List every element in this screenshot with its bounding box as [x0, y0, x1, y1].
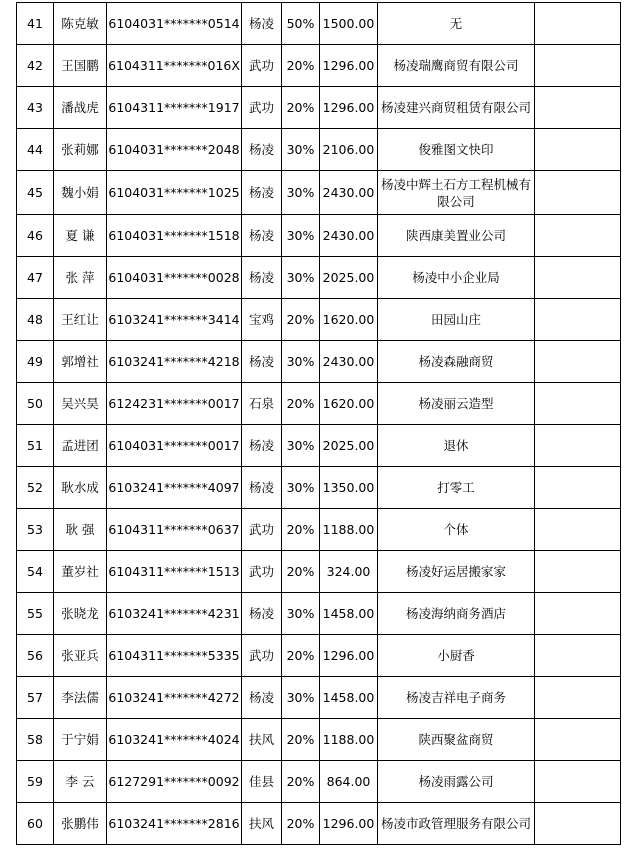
ratio-cell: 30% [282, 215, 320, 257]
id-number-cell: 6104311*******0637 [107, 509, 242, 551]
ratio-cell: 30% [282, 341, 320, 383]
ratio-cell: 30% [282, 425, 320, 467]
ratio-cell: 30% [282, 257, 320, 299]
extra-cell [535, 467, 621, 509]
row-number-cell: 59 [17, 761, 54, 803]
row-number-cell: 51 [17, 425, 54, 467]
records-table [16, 2, 621, 845]
employer-cell: 小厨香 [378, 635, 535, 677]
row-number-cell: 55 [17, 593, 54, 635]
table-row [17, 215, 621, 257]
row-number-cell: 44 [17, 129, 54, 171]
amount-cell: 1458.00 [320, 593, 378, 635]
location-cell: 杨凌 [242, 171, 282, 215]
employer-cell: 杨凌中辉土石方工程机械有限公司 [378, 171, 535, 215]
employer-cell: 杨凌瑞鹰商贸有限公司 [378, 45, 535, 87]
amount-cell: 1458.00 [320, 677, 378, 719]
table-row [17, 257, 621, 299]
ratio-cell: 20% [282, 509, 320, 551]
name-cell: 吴兴昊 [54, 383, 107, 425]
table-row [17, 467, 621, 509]
id-number-cell: 6103241*******4024 [107, 719, 242, 761]
extra-cell [535, 425, 621, 467]
name-cell: 张 萍 [54, 257, 107, 299]
amount-cell: 2430.00 [320, 171, 378, 215]
row-number-cell: 57 [17, 677, 54, 719]
name-cell: 张鹏伟 [54, 803, 107, 845]
row-number-cell: 56 [17, 635, 54, 677]
location-cell: 杨凌 [242, 593, 282, 635]
amount-cell: 2430.00 [320, 215, 378, 257]
extra-cell [535, 677, 621, 719]
ratio-cell: 20% [282, 299, 320, 341]
extra-cell [535, 551, 621, 593]
id-number-cell: 6103241*******4218 [107, 341, 242, 383]
location-cell: 武功 [242, 635, 282, 677]
id-number-cell: 6103241*******3414 [107, 299, 242, 341]
id-number-cell: 6104311*******016X [107, 45, 242, 87]
id-number-cell: 6104311*******1917 [107, 87, 242, 129]
row-number-cell: 50 [17, 383, 54, 425]
row-number-cell: 45 [17, 171, 54, 215]
location-cell: 杨凌 [242, 425, 282, 467]
location-cell: 武功 [242, 509, 282, 551]
location-cell: 杨凌 [242, 677, 282, 719]
amount-cell: 1500.00 [320, 3, 378, 45]
amount-cell: 2025.00 [320, 257, 378, 299]
employer-cell: 杨凌丽云造型 [378, 383, 535, 425]
employer-cell: 陕西聚盆商贸 [378, 719, 535, 761]
amount-cell: 864.00 [320, 761, 378, 803]
id-number-cell: 6103241*******2816 [107, 803, 242, 845]
employer-cell: 杨凌中小企业局 [378, 257, 535, 299]
amount-cell: 1188.00 [320, 509, 378, 551]
employer-cell: 杨凌海纳商务酒店 [378, 593, 535, 635]
ratio-cell: 30% [282, 129, 320, 171]
extra-cell [535, 509, 621, 551]
extra-cell [535, 171, 621, 215]
table-row [17, 87, 621, 129]
location-cell: 杨凌 [242, 467, 282, 509]
amount-cell: 1620.00 [320, 383, 378, 425]
extra-cell [535, 257, 621, 299]
id-number-cell: 6104031*******0514 [107, 3, 242, 45]
employer-cell: 杨凌市政管理服务有限公司 [378, 803, 535, 845]
table-row [17, 383, 621, 425]
id-number-cell: 6104031*******0017 [107, 425, 242, 467]
table-body [17, 3, 621, 845]
table-row [17, 3, 621, 45]
amount-cell: 1296.00 [320, 87, 378, 129]
location-cell: 武功 [242, 45, 282, 87]
ratio-cell: 20% [282, 635, 320, 677]
ratio-cell: 20% [282, 45, 320, 87]
row-number-cell: 58 [17, 719, 54, 761]
table-row [17, 593, 621, 635]
amount-cell: 1188.00 [320, 719, 378, 761]
table-row [17, 171, 621, 215]
ratio-cell: 30% [282, 677, 320, 719]
location-cell: 杨凌 [242, 341, 282, 383]
ratio-cell: 20% [282, 803, 320, 845]
ratio-cell: 30% [282, 171, 320, 215]
extra-cell [535, 383, 621, 425]
extra-cell [535, 761, 621, 803]
table-row [17, 45, 621, 87]
location-cell: 佳县 [242, 761, 282, 803]
amount-cell: 2025.00 [320, 425, 378, 467]
extra-cell [535, 215, 621, 257]
extra-cell [535, 299, 621, 341]
ratio-cell: 20% [282, 383, 320, 425]
name-cell: 耿水成 [54, 467, 107, 509]
name-cell: 魏小娟 [54, 171, 107, 215]
employer-cell: 无 [378, 3, 535, 45]
amount-cell: 1296.00 [320, 45, 378, 87]
location-cell: 杨凌 [242, 129, 282, 171]
id-number-cell: 6103241*******4231 [107, 593, 242, 635]
id-number-cell: 6104031*******1518 [107, 215, 242, 257]
id-number-cell: 6104031*******2048 [107, 129, 242, 171]
ratio-cell: 30% [282, 467, 320, 509]
employer-cell: 陕西康美置业公司 [378, 215, 535, 257]
extra-cell [535, 719, 621, 761]
name-cell: 张晓龙 [54, 593, 107, 635]
employer-cell: 个体 [378, 509, 535, 551]
table-row [17, 299, 621, 341]
name-cell: 董岁社 [54, 551, 107, 593]
row-number-cell: 42 [17, 45, 54, 87]
name-cell: 郭增社 [54, 341, 107, 383]
id-number-cell: 6104031*******1025 [107, 171, 242, 215]
location-cell: 杨凌 [242, 215, 282, 257]
amount-cell: 1296.00 [320, 803, 378, 845]
employer-cell: 杨凌吉祥电子商务 [378, 677, 535, 719]
location-cell: 宝鸡 [242, 299, 282, 341]
table-row [17, 677, 621, 719]
extra-cell [535, 593, 621, 635]
table-row [17, 425, 621, 467]
id-number-cell: 6103241*******4272 [107, 677, 242, 719]
table-row [17, 635, 621, 677]
row-number-cell: 46 [17, 215, 54, 257]
table-row [17, 341, 621, 383]
ratio-cell: 20% [282, 87, 320, 129]
amount-cell: 1296.00 [320, 635, 378, 677]
name-cell: 潘战虎 [54, 87, 107, 129]
ratio-cell: 20% [282, 719, 320, 761]
amount-cell: 1350.00 [320, 467, 378, 509]
name-cell: 李 云 [54, 761, 107, 803]
row-number-cell: 53 [17, 509, 54, 551]
name-cell: 张亚兵 [54, 635, 107, 677]
extra-cell [535, 635, 621, 677]
row-number-cell: 43 [17, 87, 54, 129]
location-cell: 石泉 [242, 383, 282, 425]
location-cell: 武功 [242, 87, 282, 129]
location-cell: 扶风 [242, 803, 282, 845]
extra-cell [535, 3, 621, 45]
id-number-cell: 6103241*******4097 [107, 467, 242, 509]
row-number-cell: 54 [17, 551, 54, 593]
row-number-cell: 49 [17, 341, 54, 383]
extra-cell [535, 341, 621, 383]
table-row [17, 761, 621, 803]
amount-cell: 2430.00 [320, 341, 378, 383]
ratio-cell: 30% [282, 593, 320, 635]
ratio-cell: 50% [282, 3, 320, 45]
employer-cell: 俊雅图文快印 [378, 129, 535, 171]
amount-cell: 2106.00 [320, 129, 378, 171]
employer-cell: 杨凌雨露公司 [378, 761, 535, 803]
row-number-cell: 60 [17, 803, 54, 845]
employer-cell: 杨凌好运居搬家家 [378, 551, 535, 593]
amount-cell: 1620.00 [320, 299, 378, 341]
employer-cell: 杨凌建兴商贸租赁有限公司 [378, 87, 535, 129]
employer-cell: 打零工 [378, 467, 535, 509]
table-row [17, 719, 621, 761]
name-cell: 耿 强 [54, 509, 107, 551]
location-cell: 杨凌 [242, 3, 282, 45]
name-cell: 王红让 [54, 299, 107, 341]
row-number-cell: 48 [17, 299, 54, 341]
id-number-cell: 6127291*******0092 [107, 761, 242, 803]
name-cell: 孟进团 [54, 425, 107, 467]
location-cell: 扶风 [242, 719, 282, 761]
name-cell: 王国鹏 [54, 45, 107, 87]
ratio-cell: 20% [282, 761, 320, 803]
employer-cell: 田园山庄 [378, 299, 535, 341]
row-number-cell: 47 [17, 257, 54, 299]
extra-cell [535, 803, 621, 845]
location-cell: 武功 [242, 551, 282, 593]
ratio-cell: 20% [282, 551, 320, 593]
table-row [17, 551, 621, 593]
employer-cell: 杨凌森融商贸 [378, 341, 535, 383]
extra-cell [535, 45, 621, 87]
name-cell: 陈克敏 [54, 3, 107, 45]
id-number-cell: 6104311*******1513 [107, 551, 242, 593]
row-number-cell: 41 [17, 3, 54, 45]
employer-cell: 退休 [378, 425, 535, 467]
name-cell: 夏 谦 [54, 215, 107, 257]
table-row [17, 803, 621, 845]
table-row [17, 129, 621, 171]
extra-cell [535, 129, 621, 171]
location-cell: 杨凌 [242, 257, 282, 299]
id-number-cell: 6104031*******0028 [107, 257, 242, 299]
id-number-cell: 6124231*******0017 [107, 383, 242, 425]
name-cell: 张莉娜 [54, 129, 107, 171]
extra-cell [535, 87, 621, 129]
name-cell: 于宁娟 [54, 719, 107, 761]
amount-cell: 324.00 [320, 551, 378, 593]
name-cell: 李法儒 [54, 677, 107, 719]
id-number-cell: 6104311*******5335 [107, 635, 242, 677]
row-number-cell: 52 [17, 467, 54, 509]
table-row [17, 509, 621, 551]
